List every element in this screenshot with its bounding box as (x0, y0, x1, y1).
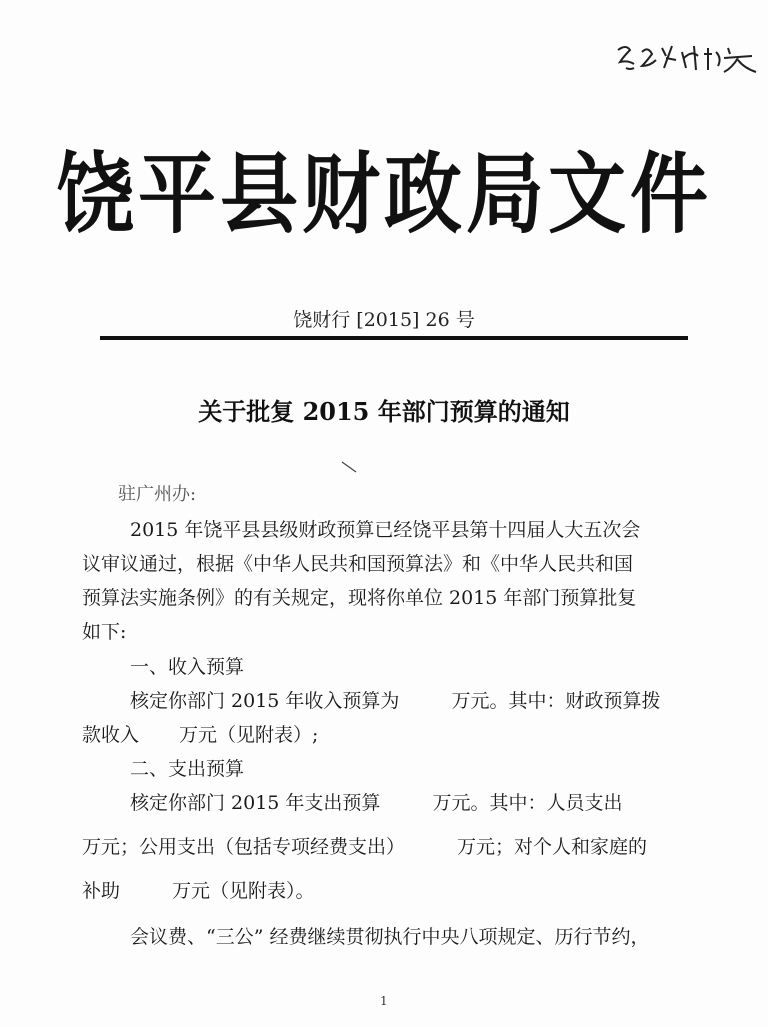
expenditure-budget-text: 万元；对个人和家庭的 (457, 836, 648, 858)
expenditure-budget-text: 万元（见附表）。 (172, 880, 315, 902)
expenditure-budget-line (82, 874, 692, 908)
expenditure-budget-text: 万元；公用支出（包括专项经费支出） (82, 836, 406, 858)
handwritten-annotation (612, 40, 762, 80)
expenditure-budget-text: 万元。其中：人员支出 (432, 792, 623, 814)
header-divider-rule (100, 336, 688, 340)
intro-line: 如下: (82, 621, 127, 643)
closing-line: 会议费、“三公” 经费继续贯彻执行中央八项规定、历行节约， (130, 926, 650, 948)
closing-paragraph (82, 920, 692, 954)
income-budget-line (82, 718, 692, 752)
income-budget-line (82, 684, 692, 718)
issuer-header-title: 饶平县财政局文件 (55, 145, 712, 246)
intro-line: 议审议通过，根据《中华人民共和国预算法》和《中华人民共和国 (82, 553, 634, 575)
section-heading-expenditure: 二、支出预算 (130, 758, 245, 780)
intro-paragraph (82, 513, 692, 649)
expenditure-budget-line (82, 830, 692, 864)
document-number: 饶财行 [2015] 26 号 (293, 309, 475, 331)
expenditure-budget-line (82, 786, 692, 820)
expenditure-budget-text: 核定你部门 2015 年支出预算 (130, 792, 381, 814)
page-number: 1 (380, 994, 388, 1008)
expenditure-budget-section (82, 752, 692, 908)
income-budget-text: 万元。其中：财政预算拨 (451, 690, 661, 712)
income-budget-section (82, 650, 692, 752)
income-budget-text: 万元（见附表）; (179, 724, 319, 746)
stray-pen-mark (340, 460, 360, 476)
income-budget-text: 核定你部门 2015 年收入预算为 (130, 690, 400, 712)
income-budget-text: 款收入 (82, 724, 140, 746)
intro-line: 2015 年饶平县县级财政预算已经饶平县第十四届人大五次会 (130, 519, 641, 541)
expenditure-budget-text: 补助 (82, 880, 121, 902)
addressee: 驻广州办: (118, 484, 197, 505)
notice-title: 关于批复 2015 年部门预算的通知 (198, 397, 570, 426)
intro-line: 预算法实施条例》的有关规定，现将你单位 2015 年部门预算批复 (82, 587, 637, 609)
section-heading-income: 一、收入预算 (130, 656, 245, 678)
